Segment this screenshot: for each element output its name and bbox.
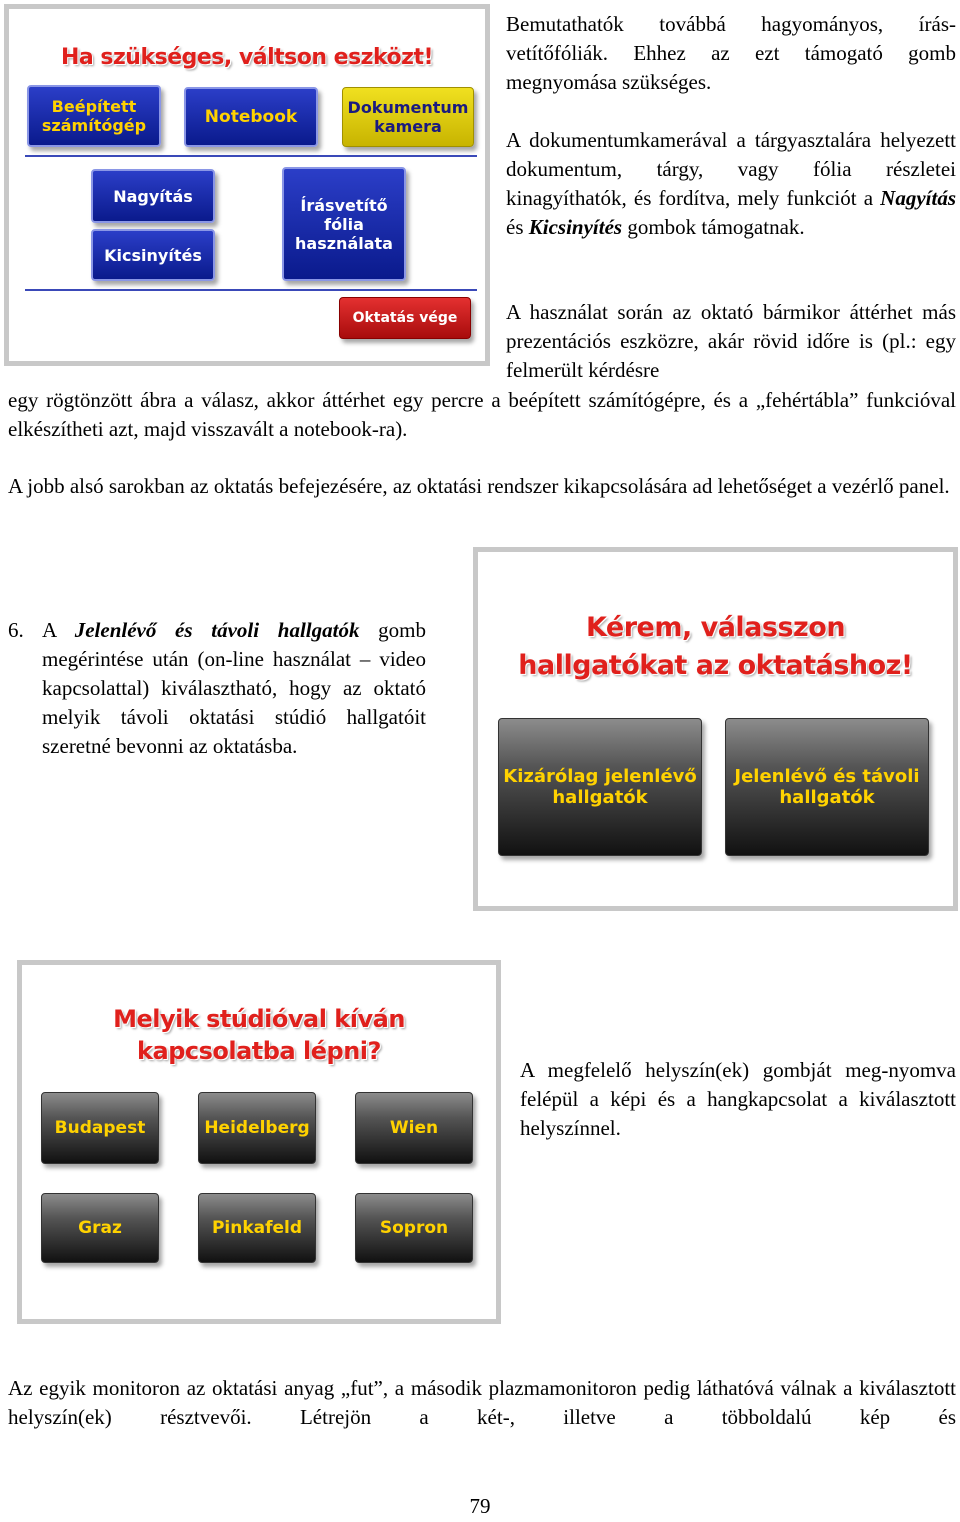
studio-button-sopron[interactable]: Sopron xyxy=(355,1193,473,1263)
text: gomb megérintése után (on-line használat – video kapcsolattal) kiválasztható, hogy az oktató melyik távoli oktatási stúdió hallgatóit szeretné bevonni az oktatásba. xyxy=(42,618,426,758)
studio-button-heidelberg[interactable]: Heidelberg xyxy=(198,1092,316,1164)
emphasis-zoom-out: Kicsinyítés xyxy=(528,215,623,239)
screen-title-line1: Melyik stúdióval kíván xyxy=(113,1005,405,1033)
paragraph-item-6 xyxy=(42,616,426,761)
builtin-computer-button[interactable]: Beépített számítógép xyxy=(27,85,161,147)
screenshot-select-studio xyxy=(17,960,501,1324)
paragraph-connection: A megfelelő helyszín(ek) gombját meg-nyomva felépül a képi és a hangkapcsolat a kiválasztott helyszínnel. xyxy=(520,1058,956,1140)
present-and-remote-button[interactable]: Jelenlévő és távoli hallgatók xyxy=(725,718,929,856)
paragraph-end-lesson: A jobb alsó sarokban az oktatás befejezésére, az oktatási rendszer kikapcsolására ad lehetőséget a vezérlő panel. xyxy=(8,474,950,498)
separator-line xyxy=(25,155,477,157)
separator-line xyxy=(25,289,477,291)
end-lesson-button[interactable]: Oktatás vége xyxy=(339,297,471,339)
text: A dokumentumkamerával a tárgyasztalára helyezett dokumentum, tárgy, vagy fólia részletei kinagyíthatók, és fordítva, mely funkciót a xyxy=(506,128,956,210)
notebook-button[interactable]: Notebook xyxy=(184,87,318,147)
overhead-foil-button[interactable]: Írásvetítő fólia használata xyxy=(282,167,406,281)
page-number: 79 xyxy=(469,1494,491,1518)
screenshot-select-students xyxy=(473,547,958,911)
present-only-button[interactable]: Kizárólag jelenlévő hallgatók xyxy=(498,718,702,856)
paragraph-foils: Bemutathatók továbbá hagyományos, írás-vetítőfóliák. Ehhez az ezt támogató gomb megnyomása szükséges. xyxy=(506,12,956,94)
document-camera-button[interactable]: Dokumentum kamera xyxy=(342,87,474,147)
emphasis-present-remote: Jelenlévő és távoli hallgatók xyxy=(74,618,360,642)
studio-button-pinkafeld[interactable]: Pinkafeld xyxy=(198,1193,316,1263)
studio-button-wien[interactable]: Wien xyxy=(355,1092,473,1164)
zoom-out-button[interactable]: Kicsinyítés xyxy=(91,229,215,281)
paragraph-switch-device-bottom: egy rögtönzött ábra a válasz, akkor áttérhet egy percre a beépített számítógépre, és a „fehértábla” funkcióval elkészítheti azt, majd visszavált a notebook-ra). xyxy=(8,388,956,441)
screen-title: Ha szükséges, váltson eszközt! xyxy=(60,45,433,70)
screen-title-line2: hallgatókat az oktatáshoz! xyxy=(518,650,913,681)
paragraph-document-camera xyxy=(506,126,956,242)
studio-button-budapest[interactable]: Budapest xyxy=(41,1092,159,1164)
zoom-in-button[interactable]: Nagyítás xyxy=(91,169,215,223)
emphasis-zoom-in: Nagyítás xyxy=(880,186,956,210)
screen-title-line2: kapcsolatba lépni? xyxy=(137,1037,381,1065)
text: és xyxy=(506,215,529,239)
paragraph-switch-device-top: A használat során az oktató bármikor áttérhet más prezentációs eszközre, akár rövid időre is (pl.: egy felmerült kérdésre xyxy=(506,300,956,382)
paragraph-monitors: Az egyik monitoron az oktatási anyag „fut”, a második plazmamonitoron pedig láthatóvá válnak a kiválasztott helyszín(ek) résztvevői. Létrejön a két-, illetve a többoldalú kép és xyxy=(8,1376,956,1429)
text: gombok támogatnak. xyxy=(622,215,805,239)
screenshot-device-switch xyxy=(4,4,490,366)
screen-title-line1: Kérem, válasszon xyxy=(585,612,846,643)
list-item-number: 6. xyxy=(8,618,24,642)
studio-button-graz[interactable]: Graz xyxy=(41,1193,159,1263)
text: A xyxy=(42,618,75,642)
